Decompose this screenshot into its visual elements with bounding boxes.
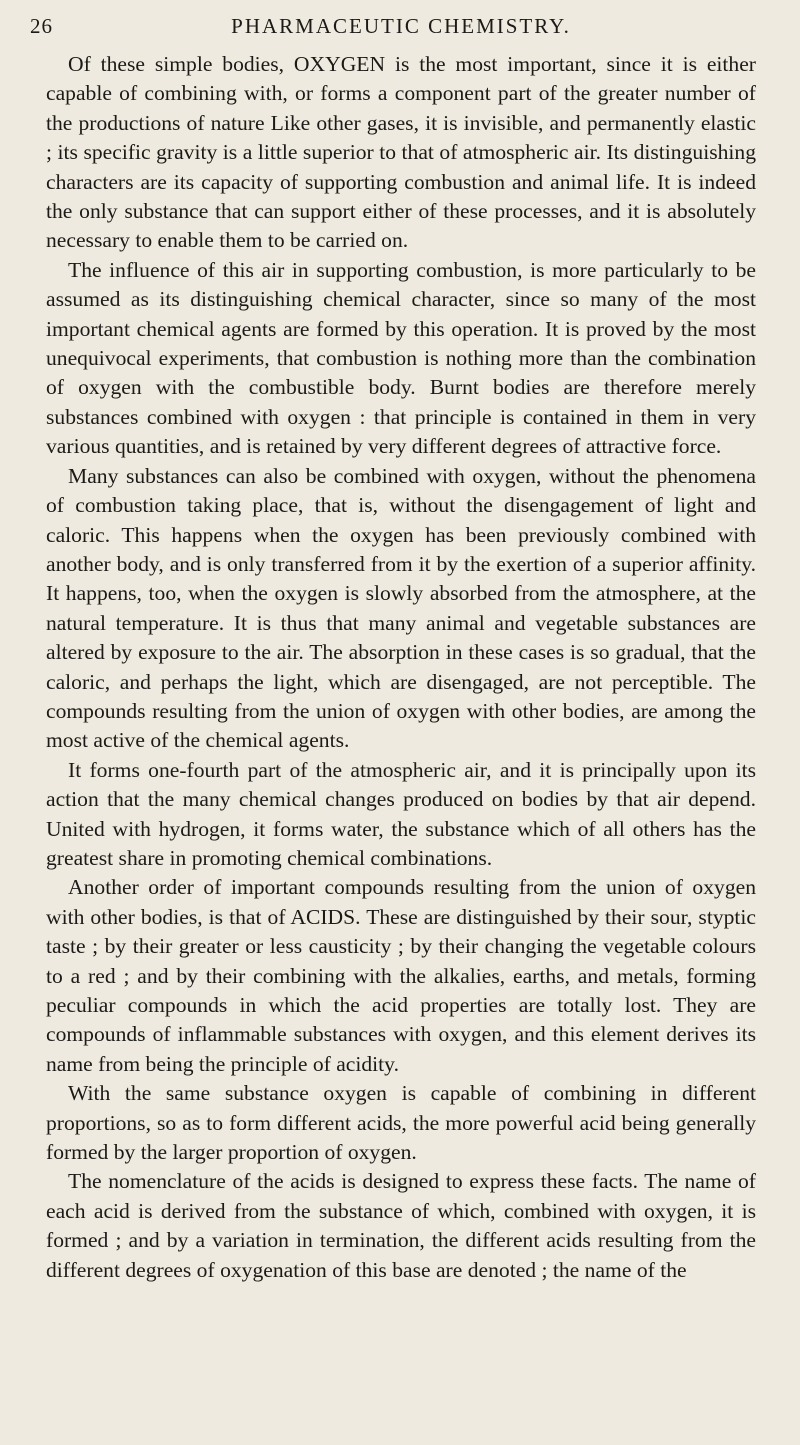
paragraph: Of these simple bodies, OXYGEN is the most important, since it is either capable of combining with, or forms a component part of the greater number of the productions of nature Like other gases, it is invisible, and permanently elastic ; its specific gravity is a little superior to that of atmospheric air. Its distinguishing characters are its capacity of supporting combustion and animal life. It is indeed the only substance that can support either of these processes, and it is absolutely necessary to enable them to be carried on. <box>46 52 756 253</box>
paragraph: It forms one-fourth part of the atmospheric air, and it is principally upon its action that the many chemical changes produced on bodies by that air depend. United with hydrogen, it forms water, the substance which of all others has the greatest share in promoting chemical combinations. <box>46 757 756 870</box>
paragraph: The nomenclature of the acids is designed to express these facts. The name of each acid is derived from the substance of which, combined with oxygen, it is formed ; and by a variation in termination, the different acids resulting from the different degrees of oxygenation of this base are denoted ; the name of the <box>46 1169 756 1282</box>
paragraph: The influence of this air in supporting combustion, is more particularly to be assumed as its distinguishing chemical character, since so many of the most important chemical agents are formed by this operation. It is proved by the most unequivocal experiments, that combustion is nothing more than the combination of oxygen with the combustible body. Burnt bodies are therefore merely substances combined with oxygen : that principle is contained in them in very various quantities, and is retained by very different degrees of attractive force. <box>46 257 756 459</box>
page-number: 26 <box>30 14 53 38</box>
paragraph: With the same substance oxygen is capable of combining in different proportions, so as to form different acids, the more powerful acid being generally formed by the larger proportion of oxygen. <box>46 1081 756 1165</box>
body-text <box>46 50 756 1285</box>
page-header <box>30 14 756 50</box>
paragraph: Another order of important compounds resulting from the union of oxygen with other bodies, is that of ACIDS. These are distinguished by their sour, styptic taste ; by their greater or less causticity ; by their changing the vegetable colours to a red ; and by their combining with the alkalies, earths, and metals, forming peculiar compounds in which the acid properties are totally lost. They are compounds of inflammable substances with oxygen, and this element derives its name from being the principle of acidity. <box>46 875 756 1076</box>
paragraph: Many substances can also be combined with oxygen, without the phenomena of combustion taking place, that is, without the disengagement of light and caloric. This happens when the oxygen has been previously combined with another body, and is only transferred from it by the exertion of a superior affinity. It happens, too, when the oxygen is slowly absorbed from the atmosphere, at the natural temperature. It is thus that many animal and vegetable substances are altered by exposure to the air. The absorption in these cases is so gradual, that the caloric, and perhaps the light, which are disengaged, are not perceptible. The compounds resulting from the union of oxygen with other bodies, are among the most active of the chemical agents. <box>46 463 756 753</box>
running-head: PHARMACEUTIC CHEMISTRY. <box>231 14 571 38</box>
